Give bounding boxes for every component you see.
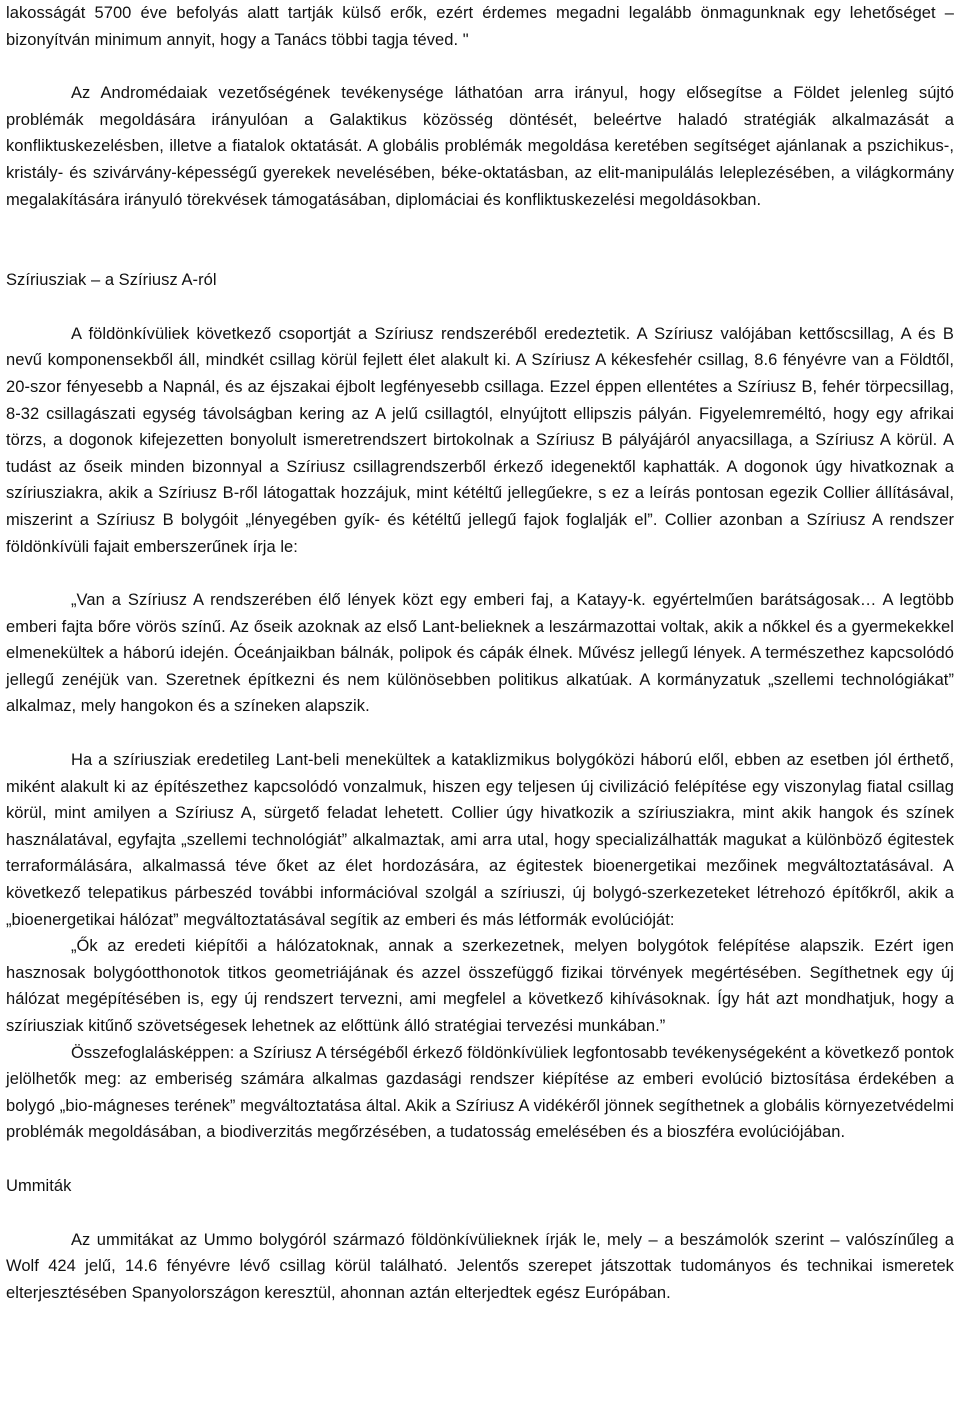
- paragraph-spacer: [6, 53, 954, 80]
- paragraph-spacer: [6, 720, 954, 747]
- paragraph-katayy-quote: „Van a Szíriusz A rendszerében élő lények közt egy emberi faj, a Katayy-k. egyértelműen barátságosak… A legtöbb emberi fajta bőre vörös színű. Az őseik azoknak az első Lant-belieknek a leszármazottai voltak, akik a nőkkel és a gyermekekkel elmenekültek a háború idején. Óceánjaikban bálnák, polipok és cápák élnek. Művész jellegű lények. A természethez kapcsolódó jellegű zenéjük van. Szeretnek építkezni és nem különösebben politikus alkatúak. A kormányzatuk „szellemi technológiákat” alkalmaz, mely hangokon és a színeken alapszik.: [6, 591, 954, 716]
- paragraph-ummo: Az ummitákat az Ummo bolygóról származó földönkívülieknek írják le, mely – a beszámolók szerint – valószínűleg a Wolf 424 jelű, 14.6 fényévre lévő csillag körül található. Jelentős szerepet játszottak tudományos és technikai ismeretek elterjesztésében Spanyolországon keresztül, ahonnan aztán elterjedtek egész Európában.: [6, 1230, 954, 1302]
- paragraph-summary: Összefoglalásképpen: a Szíriusz A térségéből érkező földönkívüliek legfontosabb tevékenységeként a következő pontok jelölhetők meg: az emberiség számára alkalmas gazdasági rendszer kiépítése az emberi evolúció biztosítása érdekében a bolygó „bio-mágneses terének” megváltoztatása által. Akik a Szíriusz A vidékéről jönnek segíthetnek a globális környezetvédelmi problémák megoldásában, a biodiverzitás megőrzésében, a tudatosság emelésében és a bioszféra evolúciójában.: [6, 1043, 954, 1142]
- paragraph-spacer: [6, 560, 954, 587]
- paragraph-spacer: [6, 294, 954, 321]
- paragraph-sirius-system: A földönkívüliek következő csoportját a Szíriusz rendszeréből eredeztetik. A Szíriusz valójában kettőscsillag, A és B nevű komponensekből áll, mindkét csillag körül fejlett élet alakult ki. A Szíriusz A kékesfehér csillag, 8.6 fényévre van a Földtől, 20-szor fényesebb a Napnál, és az éjszakai éjbolt legfényesebb csillaga. Ezzel éppen ellentétes a Szíriusz B, fehér törpecsillag, 8-32 csillagászati egység távolságban kering az A jelű csillagtól, elnyújtott ellipszis pályán. Figyelemreméltó, hogy egy afrikai törzs, a dogonok kifejezetten bonyolult ismeretrendszert birtokolnak a Szíriusz B pályájáról anyacsillaga, a Szíriusz A körül. A tudást az őseik minden bizonnyal a Szíriusz csillagrendszerből érkező idegenektől kaphatták. A dogonok úgy hivatkoznak a szíriusziakra, akik a Szíriusz B-ről látogattak hozzájuk, mint kétéltű jellegűekre, s ez a leírás pontosan egezik Collier állításával, miszerint a Szíriusz B bolygóit „lényegében gyík- és kétéltű jellegű fajok foglalják el”. Collier azonban a Szíriusz A rendszer földönkívüli fajait emberszerűnek írja le:: [6, 324, 954, 556]
- paragraph-andromeda-leadership: Az Andromédaiak vezetőségének tevékenysége láthatóan arra irányul, hogy elősegítse a Földet jelenleg sújtó problémák megoldására irányulóan a Galaktikus közösség döntését, beleértve haladó stratégiák alkalmazását a konfliktuskezelésben, illetve a fiatalok oktatását. A globális problémák megoldása keretében segítséget ajánlanak a pszichikus-, kristály- és szivárvány-képességű gyerekek nevelésében, béke-oktatásban, az elit-manipulálás leleplezésében, a világkormány megalakítására irányuló törekvések támogatásában, diplomáciai és konfliktuskezelési megoldásokban.: [6, 84, 954, 209]
- paragraph-spacer: [6, 213, 954, 267]
- section-heading-sirius: Szíriusziak – a Szíriusz A-ról: [6, 271, 217, 290]
- paragraph-spacer: [6, 1146, 954, 1173]
- paragraph-grid-builders-quote: „Ők az eredeti kiépítői a hálózatoknak, annak a szerkezetnek, melyen bolygótok felépítése alapszik. Ezért igen hasznosak bolygóotthonotok titkos geometriájának és azzel összefüggő fizikai törvények megértésében. Segíthetnek egy új hálózat megépítésében is, egy új rendszert tervezni, ami megfelel a következő kihívásoknak. Így hát azt mondhatjuk, hogy a szíriusziak kitűnő szövetségesek lehetnek az előttünk álló stratégiai tervezési munkában.”: [6, 937, 954, 1035]
- paragraph-lant-refugees: Ha a szíriusziak eredetileg Lant-beli menekültek a kataklizmikus bolygóközi háború elől, ebben az esetben jól érthető, miként alakult ki az építészethez kapcsolódó vonzalmuk, hiszen egy teljesen új civilizáció felépítése egy viszonylag fiatal csillag körül, mint amilyen a Szíriusz A, sürgető feladat lehetett. Collier úgy hivatkozik a szíriusziakra, mint akik hangok és színek használatával, egyfajta „szellemi technológiát” alkalmaztak, ami arra utal, hogy specializálhatták magukat a különböző égitestek terraformálására, alkalmassá téve őket az élet hordozására, az égitestek bioenergetikai mezőinek megváltoztatásával. A következő telepatikus párbeszéd további információval szolgál a szíriuszi, új bolygó-szerkezeteket létrehozó építőkről, akik a „bioenergetikai hálózat” megváltoztatásával segítik az emberi és más létformák evolúcióját:: [6, 751, 954, 929]
- paragraph-spacer: [6, 1200, 954, 1227]
- document-page: [6, 0, 954, 1306]
- paragraph-continuation: lakosságát 5700 éve befolyás alatt tartják külső erők, ezért érdemes megadni legalább önmagunknak egy lehetőséget – bizonyítván minimum annyit, hogy a Tanács többi tagja téved. ": [6, 4, 954, 49]
- section-heading-ummites: Ummiták: [6, 1176, 72, 1195]
